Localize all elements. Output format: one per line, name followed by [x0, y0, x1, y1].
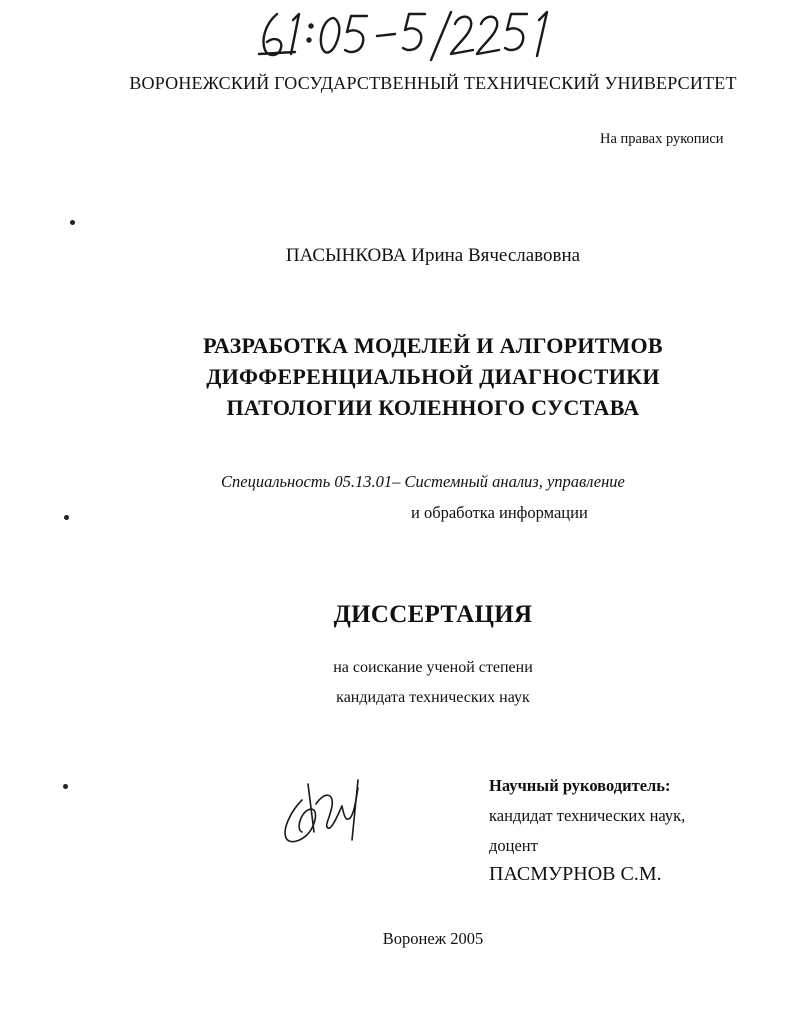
document-type-heading: ДИССЕРТАЦИЯ [333, 601, 533, 628]
supervisor-degree: кандидат технических наук, [489, 806, 686, 825]
specialty-line-2: и обработка информации [411, 503, 588, 522]
signature [272, 770, 372, 855]
city-and-year: Воронеж 2005 [382, 929, 484, 948]
supervisor-label: Научный руководитель: [489, 776, 671, 795]
degree-line-1: на соискание ученой степени [333, 659, 533, 676]
manuscript-rights-note: На правах рукописи [600, 131, 724, 147]
title-line: ДИФФЕРЕНЦИАЛЬНОЙ ДИАГНОСТИКИ [206, 364, 660, 389]
university-name: ВОРОНЕЖСКИЙ ГОСУДАРСТВЕННЫЙ ТЕХНИЧЕСКИЙ УНИВЕРСИТЕТ [129, 73, 737, 93]
dissertation-title [0, 330, 796, 423]
supervisor-position: доцент [489, 836, 538, 855]
handwritten-archive-number [255, 6, 555, 66]
scan-speck [64, 515, 69, 520]
specialty-line-1: Специальность 05.13.01– Системный анализ, управление [221, 472, 625, 491]
author-name: ПАСЫНКОВА Ирина Вячеславовна [285, 245, 581, 266]
title-line: РАЗРАБОТКА МОДЕЛЕЙ И АЛГОРИТМОВ [203, 333, 663, 358]
degree-line-2: кандидата технических наук [336, 689, 530, 706]
scan-speck [63, 784, 68, 789]
title-line: ПАТОЛОГИИ КОЛЕННОГО СУСТАВА [226, 395, 640, 420]
scan-speck [70, 220, 75, 225]
supervisor-name: ПАСМУРНОВ С.М. [489, 863, 662, 885]
